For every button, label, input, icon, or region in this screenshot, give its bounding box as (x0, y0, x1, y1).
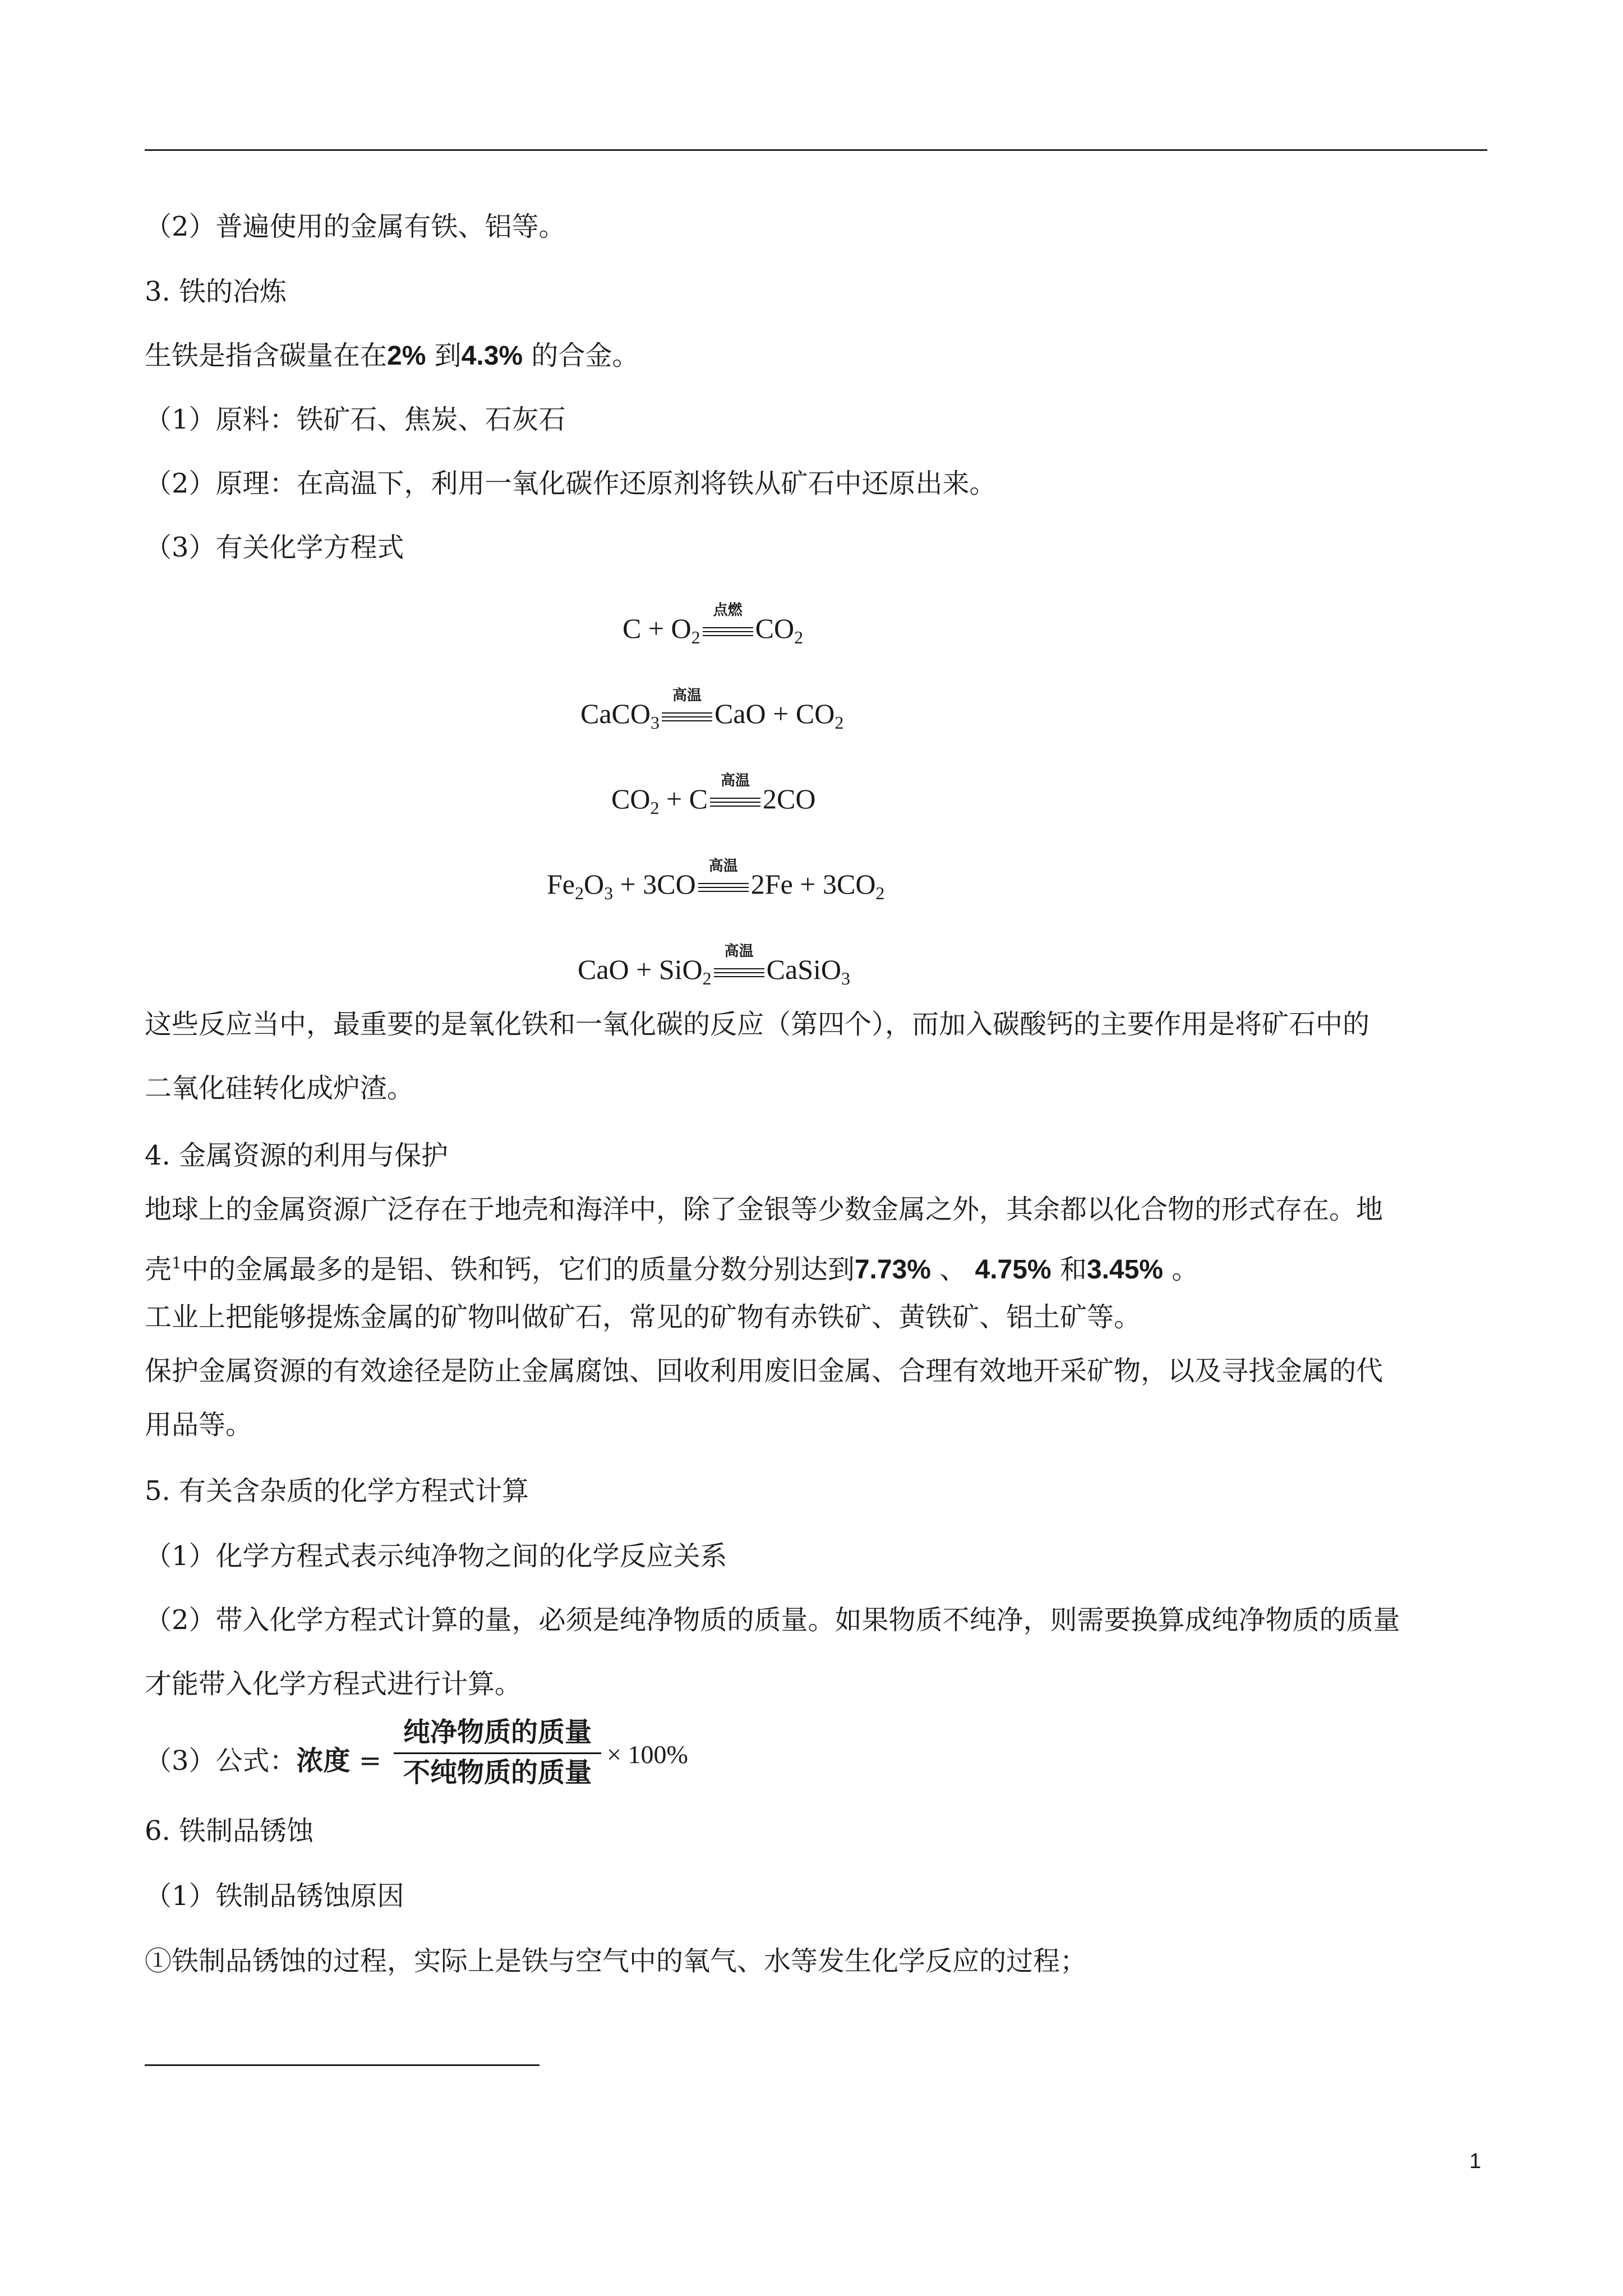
text-line: （2）普遍使用的金属有铁、铝等。 (145, 211, 566, 242)
eq-term: + C (659, 783, 708, 815)
reaction-arrow (710, 772, 760, 809)
eq-term: Fe (547, 868, 575, 900)
section-heading: 3. 铁的冶炼 (145, 276, 287, 307)
eq-subscript: 2 (650, 798, 660, 818)
text-line: 这些反应当中，最重要的是氧化铁和一氧化碳的反应（第四个），而加入碳酸钙的主要作用是将矿石中的 (145, 1009, 1370, 1040)
formula-label: （3）公式： (145, 1745, 297, 1777)
value-bold: 4.75% (975, 1255, 1052, 1285)
text-line: 用品等。 (145, 1409, 253, 1441)
text-line: （2）原理：在高温下，利用一氧化碳作还原剂将铁从矿石中还原出来。 (145, 468, 997, 499)
eq-term: CaO + SiO (578, 954, 703, 985)
eq-subscript: 2 (691, 627, 700, 647)
text-span: 的合金。 (523, 340, 639, 371)
eq-subscript: 3 (841, 968, 851, 988)
chemical-equation-5 (578, 942, 851, 995)
text-span: 到 (426, 340, 462, 371)
text-line: 工业上把能够提炼金属的矿物叫做矿石，常见的矿物有赤铁矿、黄铁矿、铝土矿等。 (145, 1301, 1141, 1333)
eq-subscript: 2 (834, 712, 844, 733)
value-bold: 4.3% (461, 341, 523, 371)
text-line (145, 339, 639, 373)
eq-term: CaO + CO (714, 698, 835, 729)
fraction-bar (394, 1752, 601, 1754)
text-line: 保护金属资源的有效途径是防止金属腐蚀、回收利用废旧金属、合理有效地开采矿物，以及寻找金属的代 (145, 1355, 1384, 1387)
reaction-condition: 点燃 (713, 601, 743, 619)
reaction-condition: 高温 (672, 687, 702, 704)
text-span: 和 (1051, 1254, 1087, 1285)
formula-multiplier: × 100% (607, 1740, 688, 1769)
eq-subscript: 2 (575, 883, 584, 903)
reaction-condition: 高温 (721, 772, 750, 789)
text-span: 壳 (145, 1254, 172, 1285)
value-bold: 3.45% (1086, 1255, 1163, 1285)
footnote-rule (145, 2064, 540, 2066)
reaction-condition: 高温 (708, 857, 738, 875)
text-span: 生铁是指含碳量在在 (145, 340, 388, 371)
formula-numerator: 纯净物质的质量 (403, 1717, 592, 1748)
eq-term: CO (755, 613, 795, 644)
chemical-equation-1 (623, 601, 804, 654)
text-line: （1）铁制品锈蚀原因 (145, 1880, 404, 1912)
formula-name: 浓度 (296, 1745, 351, 1777)
text-line: 地球上的金属资源广泛存在于地壳和海洋中，除了金银等少数金属之外，其余都以化合物的形式存在。地 (145, 1194, 1384, 1225)
formula-equals: = (350, 1745, 382, 1777)
page-number: 1 (1469, 2150, 1482, 2173)
eq-subscript: 3 (651, 712, 660, 733)
value-bold: 7.73% (854, 1255, 931, 1285)
section-heading: 6. 铁制品锈蚀 (145, 1815, 314, 1847)
header-rule (145, 149, 1487, 151)
chemical-equation-4 (547, 857, 885, 910)
eq-term: CaSiO (766, 954, 842, 985)
text-line: 二氧化硅转化成炉渣。 (145, 1073, 414, 1104)
eq-term: CO (611, 783, 651, 815)
eq-term: 2CO (763, 783, 816, 815)
chemical-equation-2 (580, 687, 844, 739)
reaction-arrow (662, 687, 712, 724)
eq-subscript: 2 (702, 968, 712, 988)
text-span: 中的金属最多的是铝、铁和钙，它们的质量分数分别达到 (181, 1254, 855, 1285)
reaction-arrow (714, 942, 764, 979)
reaction-condition: 高温 (724, 942, 754, 960)
formula-label-group (145, 1739, 381, 1778)
eq-term: CaCO (580, 698, 651, 729)
footnote-marker[interactable]: 1 (172, 1254, 182, 1272)
text-line: （2）带入化学方程式计算的量，必须是纯净物质的质量。如果物质不纯净，则需要换算成纯净物质的质量 (145, 1604, 1400, 1636)
text-line: （1）化学方程式表示纯净物之间的化学反应关系 (145, 1540, 727, 1572)
eq-subscript: 3 (604, 883, 614, 903)
section-heading: 5. 有关含杂质的化学方程式计算 (145, 1475, 529, 1507)
text-span: 。 (1163, 1254, 1199, 1285)
text-line: （1）原料：铁矿石、焦炭、石灰石 (145, 404, 566, 435)
text-line (145, 1246, 1198, 1287)
eq-term: O (584, 868, 605, 900)
formula-denominator: 不纯物质的质量 (403, 1757, 592, 1788)
text-line: （3）有关化学方程式 (145, 532, 404, 563)
eq-subscript: 2 (875, 883, 885, 903)
eq-subscript: 2 (794, 627, 804, 647)
eq-term: C + O (623, 613, 691, 644)
text-span: 、 (930, 1254, 975, 1285)
chemical-equation-3 (611, 772, 816, 825)
eq-term: 2Fe + 3CO (750, 868, 876, 900)
eq-term: + 3CO (613, 868, 696, 900)
section-heading: 4. 金属资源的利用与保护 (145, 1140, 449, 1171)
reaction-arrow (703, 601, 753, 638)
value-bold: 2% (387, 341, 426, 371)
text-line: 才能带入化学方程式进行计算。 (145, 1668, 522, 1700)
text-line: ①铁制品锈蚀的过程，实际上是铁与空气中的氧气、水等发生化学反应的过程； (145, 1945, 1087, 1977)
reaction-arrow (698, 857, 749, 894)
